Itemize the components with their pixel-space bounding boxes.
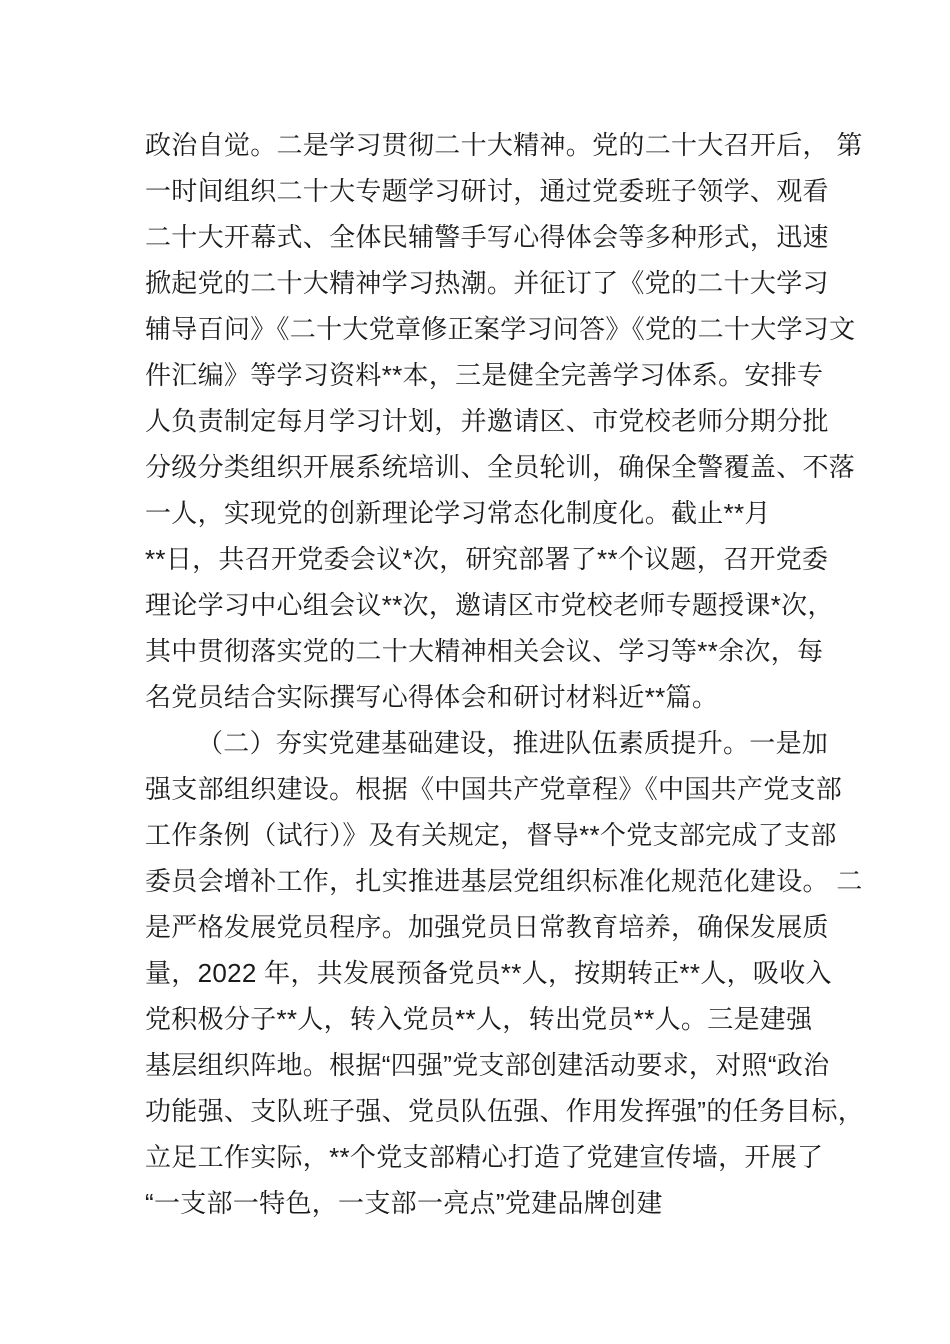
text-line: 委员会增补工作，扎实推进基层党组织标准化规范化建设。 二 — [145, 866, 863, 896]
text-line: 辅导百问》《二十大党章修正案学习问答》《党的二十大学习文 — [145, 314, 856, 344]
text-line: 掀起党的二十大精神学习热潮。并征订了《党的二十大学习 — [145, 268, 829, 298]
text-line: 分级分类组织开展系统培训、全员轮训，确保全警覆盖、不落 — [145, 452, 856, 482]
text-line: 党积极分子**人，转入党员**人，转出党员**人。三是建强 — [145, 1004, 813, 1034]
text-line: 件汇编》等学习资料**本，三是健全完善学习体系。安排专 — [145, 360, 824, 390]
text-line: 理论学习中心组会议**次，邀请区市党校老师专题授课*次， — [145, 590, 834, 620]
text-line: 立足工作实际，**个党支部精心打造了党建宣传墙，开展了 — [145, 1142, 824, 1172]
text-line: 一人，实现党的创新理论学习常态化制度化。截止**月 — [145, 498, 771, 528]
text-line: 工作条例（试行）》及有关规定，督导**个党支部完成了支部 — [145, 820, 837, 850]
text-line: 政治自觉。二是学习贯彻二十大精神。党的二十大召开后， 第 — [145, 130, 863, 160]
text-line: 一时间组织二十大专题学习研讨，通过党委班子领学、观看 — [145, 176, 829, 206]
document-body — [145, 122, 865, 1226]
text-line: 是严格发展党员程序。加强党员日常教育培养，确保发展质 — [145, 912, 829, 942]
text-line: 量，2022 年，共发展预备党员**人，按期转正**人，吸收入 — [145, 958, 832, 988]
text-line: 其中贯彻落实党的二十大精神相关会议、学习等**余次，每 — [145, 636, 824, 666]
text-line: 功能强、支队班子强、党员队伍强、作用发挥强”的任务目标， — [145, 1096, 865, 1126]
text-line: 强支部组织建设。根据《中国共产党章程》《中国共产党支部 — [145, 774, 843, 804]
text-line: **日，共召开党委会议*次，研究部署了**个议题，召开党委 — [145, 544, 829, 574]
section-heading-line: （二）夯实党建基础建设，推进队伍素质提升。一是加 — [197, 728, 829, 758]
text-line: “一支部一特色，一支部一亮点”党建品牌创建 — [145, 1188, 663, 1218]
text-line: 名党员结合实际撰写心得体会和研讨材料近**篇。 — [145, 682, 719, 712]
text-line: 人负责制定每月学习计划，并邀请区、市党校老师分期分批 — [145, 406, 829, 436]
text-line: 二十大开幕式、全体民辅警手写心得体会等多种形式，迅速 — [145, 222, 829, 252]
text-line: 基层组织阵地。根据“四强”党支部创建活动要求，对照“政治 — [145, 1050, 830, 1080]
